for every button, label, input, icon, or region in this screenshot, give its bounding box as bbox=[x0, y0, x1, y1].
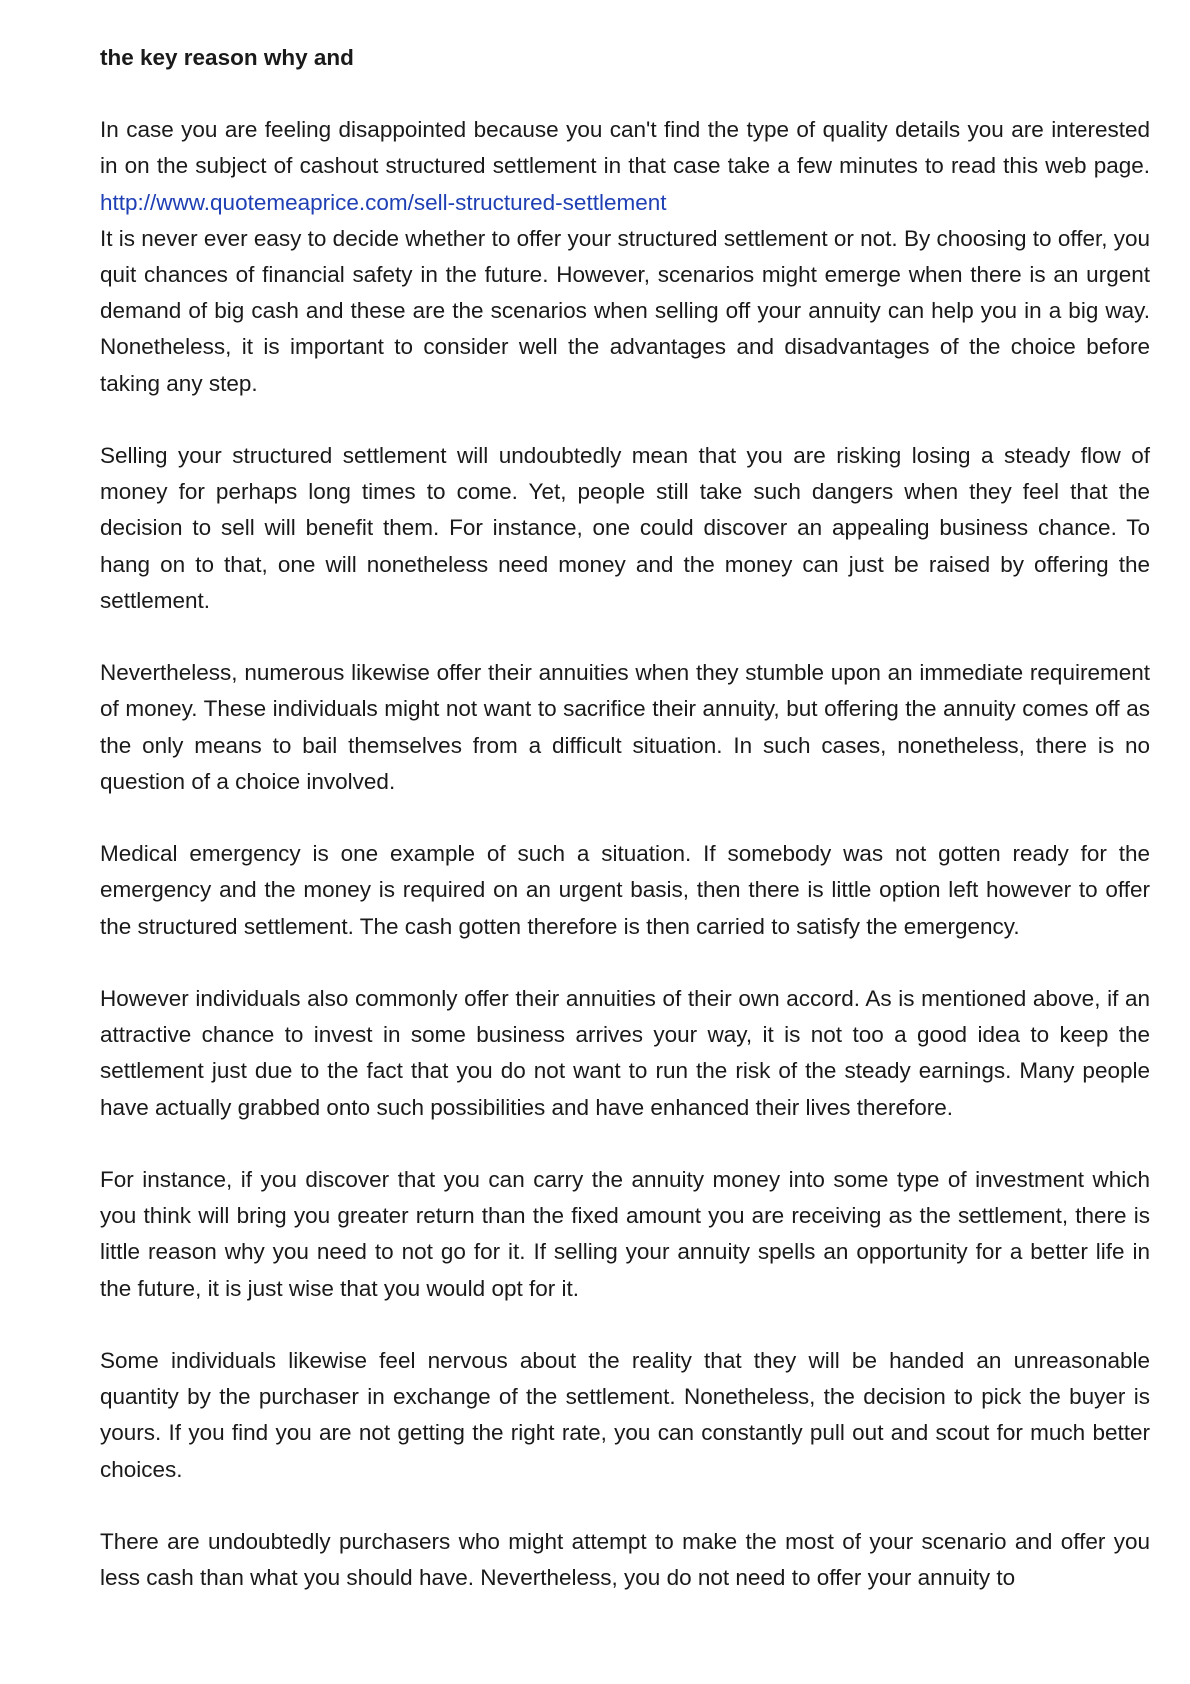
spacer bbox=[100, 1126, 1150, 1162]
source-link[interactable]: http://www.quotemeaprice.com/sell-structured-settlement bbox=[100, 189, 667, 215]
intro-paragraph bbox=[100, 112, 1150, 221]
spacer bbox=[100, 402, 1150, 438]
paragraph-8: There are undoubtedly purchasers who might attempt to make the most of your scenario and offer you less cash than what you should have. Nevertheless, you do not need to offer your annuity to bbox=[100, 1529, 1150, 1591]
spacer bbox=[100, 945, 1150, 981]
paragraph-7: Some individuals likewise feel nervous about the reality that they will be handed an unreasonable quantity by the purchaser in exchange of the settlement. Nonetheless, the decision to pick the buyer is yours. If you find you are not getting the right rate, you can constantly pull out and scout for much better choices. bbox=[100, 1348, 1150, 1482]
paragraph-5: However individuals also commonly offer their annuities of their own accord. As is mentioned above, if an attractive chance to invest in some business arrives your way, it is not too a good idea to keep the settlement just due to the fact that you do not want to run the risk of the steady earnings. Many people have actually grabbed onto such possibilities and have enhanced their lives therefore. bbox=[100, 986, 1150, 1120]
spacer bbox=[100, 800, 1150, 836]
paragraph-1: It is never ever easy to decide whether to offer your structured settlement or not. By choosing to offer, you quit chances of financial safety in the future. However, scenarios might emerge when there is an urgent demand of big cash and these are the scenarios when selling off your annuity can help you in a big way. Nonetheless, it is important to consider well the advantages and disadvantages of the choice before taking any step. bbox=[100, 225, 1150, 396]
paragraph-4: Medical emergency is one example of such a situation. If somebody was not gotten ready for the emergency and the money is required on an urgent basis, then there is little option left however to offer the structured settlement. The cash gotten therefore is then carried to satisfy the emergency. bbox=[100, 841, 1150, 939]
document-page bbox=[100, 40, 1150, 1596]
spacer bbox=[100, 1488, 1150, 1524]
spacer bbox=[100, 619, 1150, 655]
paragraph-3: Nevertheless, numerous likewise offer their annuities when they stumble upon an immediate requirement of money. These individuals might not want to sacrifice their annuity, but offering the annuity comes off as the only means to bail themselves from a difficult situation. In such cases, nonetheless, there is no question of a choice involved. bbox=[100, 660, 1150, 794]
spacer bbox=[100, 76, 1150, 112]
spacer bbox=[100, 1307, 1150, 1343]
intro-text: In case you are feeling disappointed because you can't find the type of quality details you are interested in on the subject of cashout structured settlement in that case take a few minutes to read this web page. bbox=[100, 117, 1150, 179]
paragraph-2: Selling your structured settlement will undoubtedly mean that you are risking losing a steady flow of money for perhaps long times to come. Yet, people still take such dangers when they feel that the decision to sell will benefit them. For instance, one could discover an appealing business chance. To hang on to that, one will nonetheless need money and the money can just be raised by offering the settlement. bbox=[100, 443, 1150, 613]
paragraph-6: For instance, if you discover that you can carry the annuity money into some type of investment which you think will bring you greater return than the fixed amount you are receiving as the settlement, there is little reason why you need to not go for it. If selling your annuity spells an opportunity for a better life in the future, it is just wise that you would opt for it. bbox=[100, 1167, 1150, 1301]
document-title: the key reason why and bbox=[100, 45, 354, 70]
